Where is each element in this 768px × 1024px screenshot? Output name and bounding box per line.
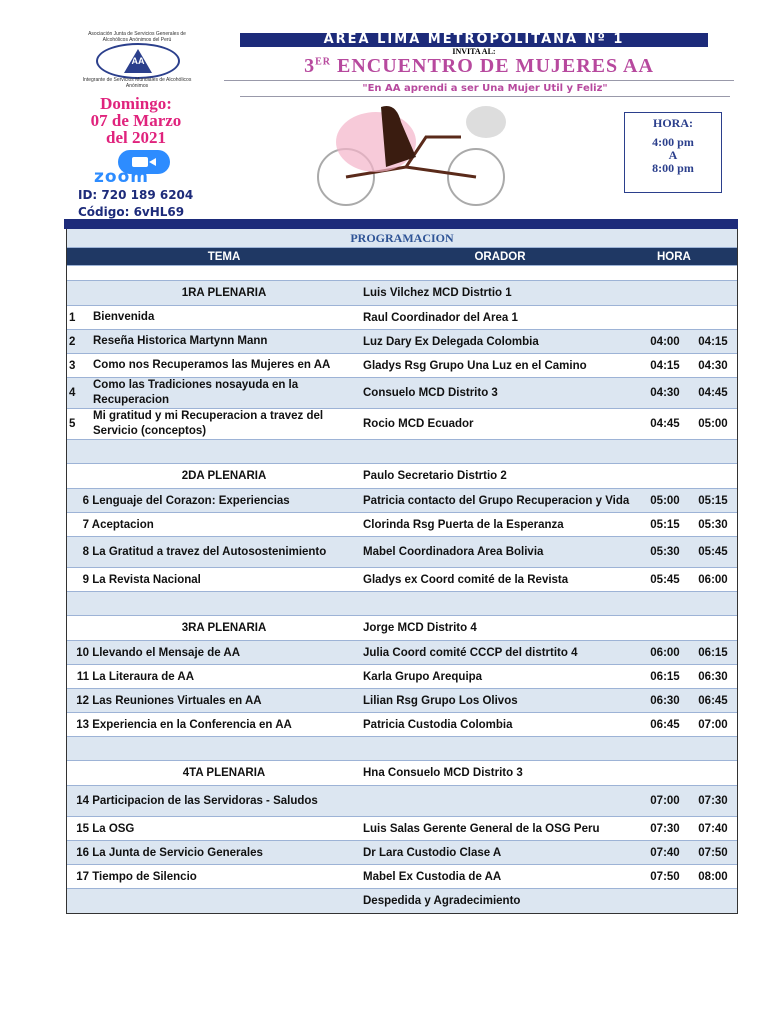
item-speaker: Raul Coordinador del Area 1: [359, 306, 641, 330]
item-number: 8: [82, 546, 89, 558]
start-time: 07:50: [641, 865, 689, 889]
start-time: 05:15: [641, 513, 689, 537]
table-row: [67, 489, 737, 513]
table-row: [67, 889, 737, 914]
start-time: 07:40: [641, 841, 689, 865]
table-row: [67, 737, 737, 761]
item-speaker: Gladys ex Coord comité de la Revista: [359, 568, 641, 592]
end-time: 05:15: [689, 489, 737, 513]
item-number: 2: [67, 330, 89, 354]
table-row: [67, 440, 737, 464]
item-topic: La OSG: [92, 822, 135, 835]
item-speaker: Mabel Coordinadora Area Bolivia: [359, 537, 641, 568]
item-number: 16: [76, 846, 89, 859]
event-time-box: HORA: 4:00 pm A 8:00 pm: [624, 112, 722, 193]
table-row: [67, 266, 737, 281]
table-row: [67, 592, 737, 616]
plenaria-moderator: Hna Consuelo MCD Distrito 3: [359, 761, 641, 786]
table-row: [67, 513, 737, 537]
table-row: [67, 865, 737, 889]
end-time: 04:15: [689, 330, 737, 354]
end-time: [689, 306, 737, 330]
start-time: 06:00: [641, 641, 689, 665]
plenaria-title: 3RA PLENARIA: [89, 616, 359, 641]
end-time: 06:15: [689, 641, 737, 665]
item-number: 17: [76, 870, 89, 883]
item-topic: Como nos Recuperamos las Mujeres en AA: [89, 354, 359, 378]
item-speaker: Lilian Rsg Grupo Los Olivos: [359, 689, 641, 713]
end-time: 04:45: [689, 378, 737, 409]
closing-text: Despedida y Agradecimiento: [359, 889, 641, 914]
zoom-credentials: ID: 720 189 6204 Código: 6vHL69: [78, 188, 194, 219]
item-topic: Experiencia en la Conferencia en AA: [92, 718, 292, 731]
item-topic: Las Reuniones Virtuales en AA: [92, 694, 262, 707]
item-speaker: [359, 786, 641, 817]
invita-text: INVITA AL:: [452, 47, 496, 56]
item-number: 7: [82, 518, 89, 531]
table-row: [67, 409, 737, 440]
table-title: PROGRAMACION: [67, 229, 737, 248]
item-speaker: Gladys Rsg Grupo Una Luz en el Camino: [359, 354, 641, 378]
item-topic: Como las Tradiciones nosayuda en la Recuperacion: [89, 378, 359, 409]
item-topic: Tiempo de Silencio: [92, 870, 197, 883]
org-name: Asociación Junta de Servicios Generales de Alcohólicos Anónimos del Perú: [88, 31, 186, 43]
org-subtitle: Integrante de Servicios Mundiales de Alcohólicos Anónimos: [82, 77, 192, 89]
item-topic: La Junta de Servicio Generales: [92, 846, 263, 859]
plenaria-title: 2DA PLENARIA: [89, 464, 359, 489]
table-row: [67, 616, 737, 641]
item-speaker: Clorinda Rsg Puerta de la Esperanza: [359, 513, 641, 537]
plenaria-moderator: Luis Vilchez MCD Distrtio 1: [359, 281, 641, 306]
area-title: AREA LIMA METROPOLITANA Nº 1: [240, 33, 708, 47]
event-title: 3ER ENCUENTRO DE MUJERES AA: [224, 55, 734, 81]
start-time: 06:15: [641, 665, 689, 689]
table-row: [67, 713, 737, 737]
start-time: 04:00: [641, 330, 689, 354]
item-topic: La Gratitud a travez del Autosostenimiento: [92, 546, 327, 558]
start-time: 05:30: [641, 537, 689, 568]
item-number: 12: [76, 694, 89, 707]
end-time: 06:45: [689, 689, 737, 713]
item-number: 15: [76, 822, 89, 835]
table-row: [67, 761, 737, 786]
start-time: 07:30: [641, 817, 689, 841]
aa-logo: AA: [96, 43, 180, 79]
header-orador: ORADOR: [359, 248, 641, 266]
item-topic: Llevando el Mensaje de AA: [92, 646, 241, 659]
item-speaker: Mabel Ex Custodia de AA: [359, 865, 641, 889]
item-speaker: Luz Dary Ex Delegada Colombia: [359, 330, 641, 354]
item-number: 4: [67, 378, 89, 409]
item-topic: Mi gratitud y mi Recuperacion a travez del Servicio (conceptos): [89, 409, 359, 440]
item-number: 1: [67, 306, 89, 330]
plenaria-title: 1RA PLENARIA: [89, 281, 359, 306]
header-tema: TEMA: [89, 248, 359, 266]
table-row: [67, 817, 737, 841]
table-row: [67, 641, 737, 665]
start-time: 07:00: [641, 786, 689, 817]
header-hora: HORA: [641, 248, 737, 266]
item-number: 11: [76, 670, 89, 683]
program-table: [67, 229, 737, 914]
item-speaker: Dr Lara Custodio Clase A: [359, 841, 641, 865]
item-speaker: Luis Salas Gerente General de la OSG Peru: [359, 817, 641, 841]
table-row: [67, 665, 737, 689]
end-time: 07:00: [689, 713, 737, 737]
table-row: [67, 786, 737, 817]
end-time: 06:30: [689, 665, 737, 689]
start-time: 04:45: [641, 409, 689, 440]
plenaria-title: 4TA PLENARIA: [89, 761, 359, 786]
end-time: 06:00: [689, 568, 737, 592]
start-time: [641, 306, 689, 330]
item-speaker: Consuelo MCD Distrito 3: [359, 378, 641, 409]
event-date: Domingo: 07 de Marzo del 2021: [90, 94, 182, 147]
start-time: 04:15: [641, 354, 689, 378]
table-row: [67, 306, 737, 330]
start-time: 06:45: [641, 713, 689, 737]
item-number: 3: [67, 354, 89, 378]
item-speaker: Rocio MCD Ecuador: [359, 409, 641, 440]
item-topic: Lenguaje del Corazon: Experiencias: [92, 494, 290, 507]
start-time: 05:45: [641, 568, 689, 592]
item-number: 9: [82, 573, 89, 586]
item-speaker: Julia Coord comité CCCP del distrtito 4: [359, 641, 641, 665]
end-time: 05:30: [689, 513, 737, 537]
table-row: [67, 689, 737, 713]
item-topic: Aceptacion: [91, 518, 154, 531]
event-motto: "En AA aprendi a ser Una Mujer Util y Feliz": [240, 83, 730, 97]
end-time: 05:00: [689, 409, 737, 440]
banner-divider: [64, 219, 738, 229]
item-topic: La Revista Nacional: [92, 573, 201, 586]
start-time: 04:30: [641, 378, 689, 409]
item-speaker: Patricia contacto del Grupo Recuperacion y Vida: [359, 489, 641, 513]
table-row: [67, 330, 737, 354]
end-time: 08:00: [689, 865, 737, 889]
item-topic: Reseña Historica Martynn Mann: [89, 330, 359, 354]
plenaria-moderator: Jorge MCD Distrito 4: [359, 616, 641, 641]
item-number: 13: [76, 718, 89, 731]
table-row: [67, 354, 737, 378]
item-speaker: Patricia Custodia Colombia: [359, 713, 641, 737]
zoom-logo: zoom: [94, 167, 149, 187]
item-number: 14: [76, 795, 89, 807]
end-time: 04:30: [689, 354, 737, 378]
table-row: [67, 841, 737, 865]
start-time: 06:30: [641, 689, 689, 713]
item-topic: La Literaura de AA: [92, 670, 195, 683]
table-row: [67, 537, 737, 568]
item-number: 10: [76, 646, 89, 659]
table-row: [67, 281, 737, 306]
woman-bicycle-illustration: [286, 97, 536, 209]
end-time: 07:40: [689, 817, 737, 841]
item-speaker: Karla Grupo Arequipa: [359, 665, 641, 689]
table-row: [67, 568, 737, 592]
item-topic: Participacion de las Servidoras - Saludos: [92, 795, 318, 807]
item-number: 6: [82, 494, 89, 507]
table-row: [67, 378, 737, 409]
event-banner: [64, 27, 738, 219]
end-time: 07:30: [689, 786, 737, 817]
end-time: 05:45: [689, 537, 737, 568]
item-number: 5: [67, 409, 89, 440]
item-topic: Bienvenida: [89, 306, 359, 330]
end-time: 07:50: [689, 841, 737, 865]
table-row: [67, 464, 737, 489]
plenaria-moderator: Paulo Secretario Distrtio 2: [359, 464, 641, 489]
start-time: 05:00: [641, 489, 689, 513]
